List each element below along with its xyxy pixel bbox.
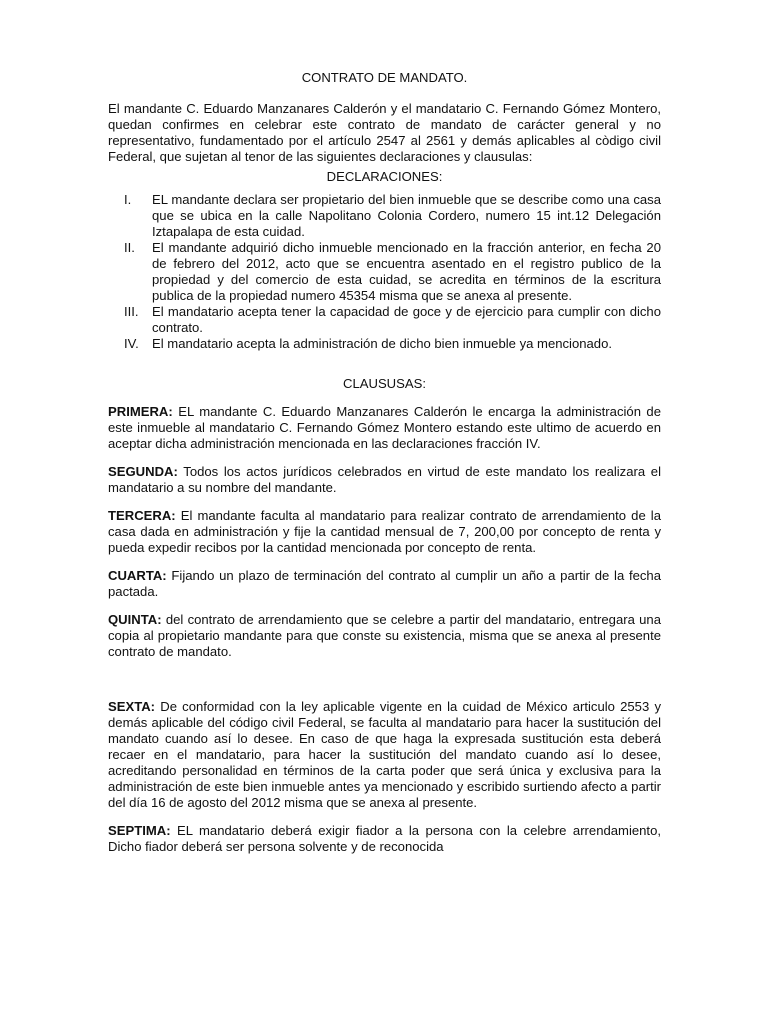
- declaration-item: [108, 336, 661, 352]
- intro-paragraph: El mandante C. Eduardo Manzanares Calderón y el mandatario C. Fernando Gómez Montero, quedan confirmes en celebrar este contrato de mandato de carácter general y no representativo, fundamentado por el artículo 2547 al 2561 y demás aplicables al còdigo civil Federal, que sujetan al tenor de las siguientes declaraciones y clausulas:: [108, 101, 661, 164]
- declaration-text: El mandatario acepta la administración de dicho bien inmueble ya mencionado.: [152, 336, 613, 351]
- clause-label: PRIMERA:: [108, 404, 173, 419]
- declaration-number: II.: [124, 240, 135, 255]
- clause-text: De conformidad con la ley aplicable vigente en la cuidad de México articulo 2553 y demás aplicable del código civil Federal, se faculta al mandatario para hacer la sustitución del mandato cuando así lo desee. En caso de que haga la expresada sustitución esta deberá recaer en el mandatario, para hacer la sustitución del mandato cuando así lo desee, acreditando personalidad en términos de la carta poder que será única y exclusiva para la administración de este bien inmueble antes ya mencionado y escribido surtiendo afecto a partir del día 16 de agosto del 2012 misma que se anexa al presente.: [108, 699, 661, 810]
- clause-text: El mandante faculta al mandatario para realizar contrato de arrendamiento de la casa dada en administración y fije la cantidad mensual de 7, 200,00 por concepto de renta y pueda expedir recibos por la cantidad mencionada por concepto de renta.: [108, 508, 661, 555]
- clause-tercera: [108, 508, 661, 556]
- clause-cuarta: [108, 568, 661, 600]
- clause-segunda: [108, 464, 661, 496]
- clause-text: EL mandante C. Eduardo Manzanares Calderón le encarga la administración de este inmueble al mandatario C. Fernando Gómez Montero estando este ultimo de acuerdo en aceptar dicha administración mencionada en las declaraciones fracción IV.: [108, 404, 661, 451]
- clause-quinta: [108, 612, 661, 660]
- clause-label: CUARTA:: [108, 568, 167, 583]
- clause-label: SEXTA:: [108, 699, 156, 714]
- clause-text: Todos los actos jurídicos celebrados en virtud de este mandato los realizara el mandatario a su nombre del mandante.: [108, 464, 661, 495]
- clauses-heading: CLAUSUSAS:: [343, 376, 426, 391]
- clause-label: TERCERA:: [108, 508, 176, 523]
- clause-text: Fijando un plazo de terminación del contrato al cumplir un año a partir de la fecha pactada.: [108, 568, 661, 599]
- clause-primera: [108, 404, 661, 452]
- clause-label: SEGUNDA:: [108, 464, 178, 479]
- declaration-item: [108, 304, 661, 336]
- clause-sexta: [108, 699, 661, 811]
- clause-septima: [108, 823, 661, 855]
- declarations-list: [108, 192, 661, 352]
- declaration-text: El mandante adquirió dicho inmueble mencionado en la fracción anterior, en fecha 20 de febrero del 2012, acto que se encuentra asentado en el registro publico de la propiedad y del comercio de esta cuidad, se acredita en términos de la escritura publica de la propiedad numero 45354 misma que se anexa al presente.: [152, 240, 661, 303]
- declarations-heading: DECLARACIONES:: [326, 169, 443, 184]
- clause-text: EL mandatario deberá exigir fiador a la persona con la celebre arrendamiento, Dicho fiador deberá ser persona solvente y de reconocida: [108, 823, 661, 854]
- clause-text: del contrato de arrendamiento que se celebre a partir del mandatario, entregara una copia al propietario mandante para que conste su existencia, misma que se anexa al presente contrato de mandato.: [108, 612, 661, 659]
- declaration-item: [108, 192, 661, 240]
- clause-label: SEPTIMA:: [108, 823, 171, 838]
- declaration-text: EL mandante declara ser propietario del bien inmueble que se describe como una casa que se ubica en la calle Napolitano Colonia Cordero, numero 15 int.12 Delegación Iztapalapa de esta cuidad.: [152, 192, 661, 239]
- document-title: CONTRATO DE MANDATO.: [301, 70, 468, 85]
- declaration-text: El mandatario acepta tener la capacidad de goce y de ejercicio para cumplir con dicho contrato.: [152, 304, 661, 335]
- declaration-number: I.: [124, 192, 132, 207]
- clause-label: QUINTA:: [108, 612, 162, 627]
- document-body: [108, 66, 661, 855]
- declaration-number: III.: [124, 304, 139, 319]
- declaration-item: [108, 240, 661, 304]
- declaration-number: IV.: [124, 336, 139, 351]
